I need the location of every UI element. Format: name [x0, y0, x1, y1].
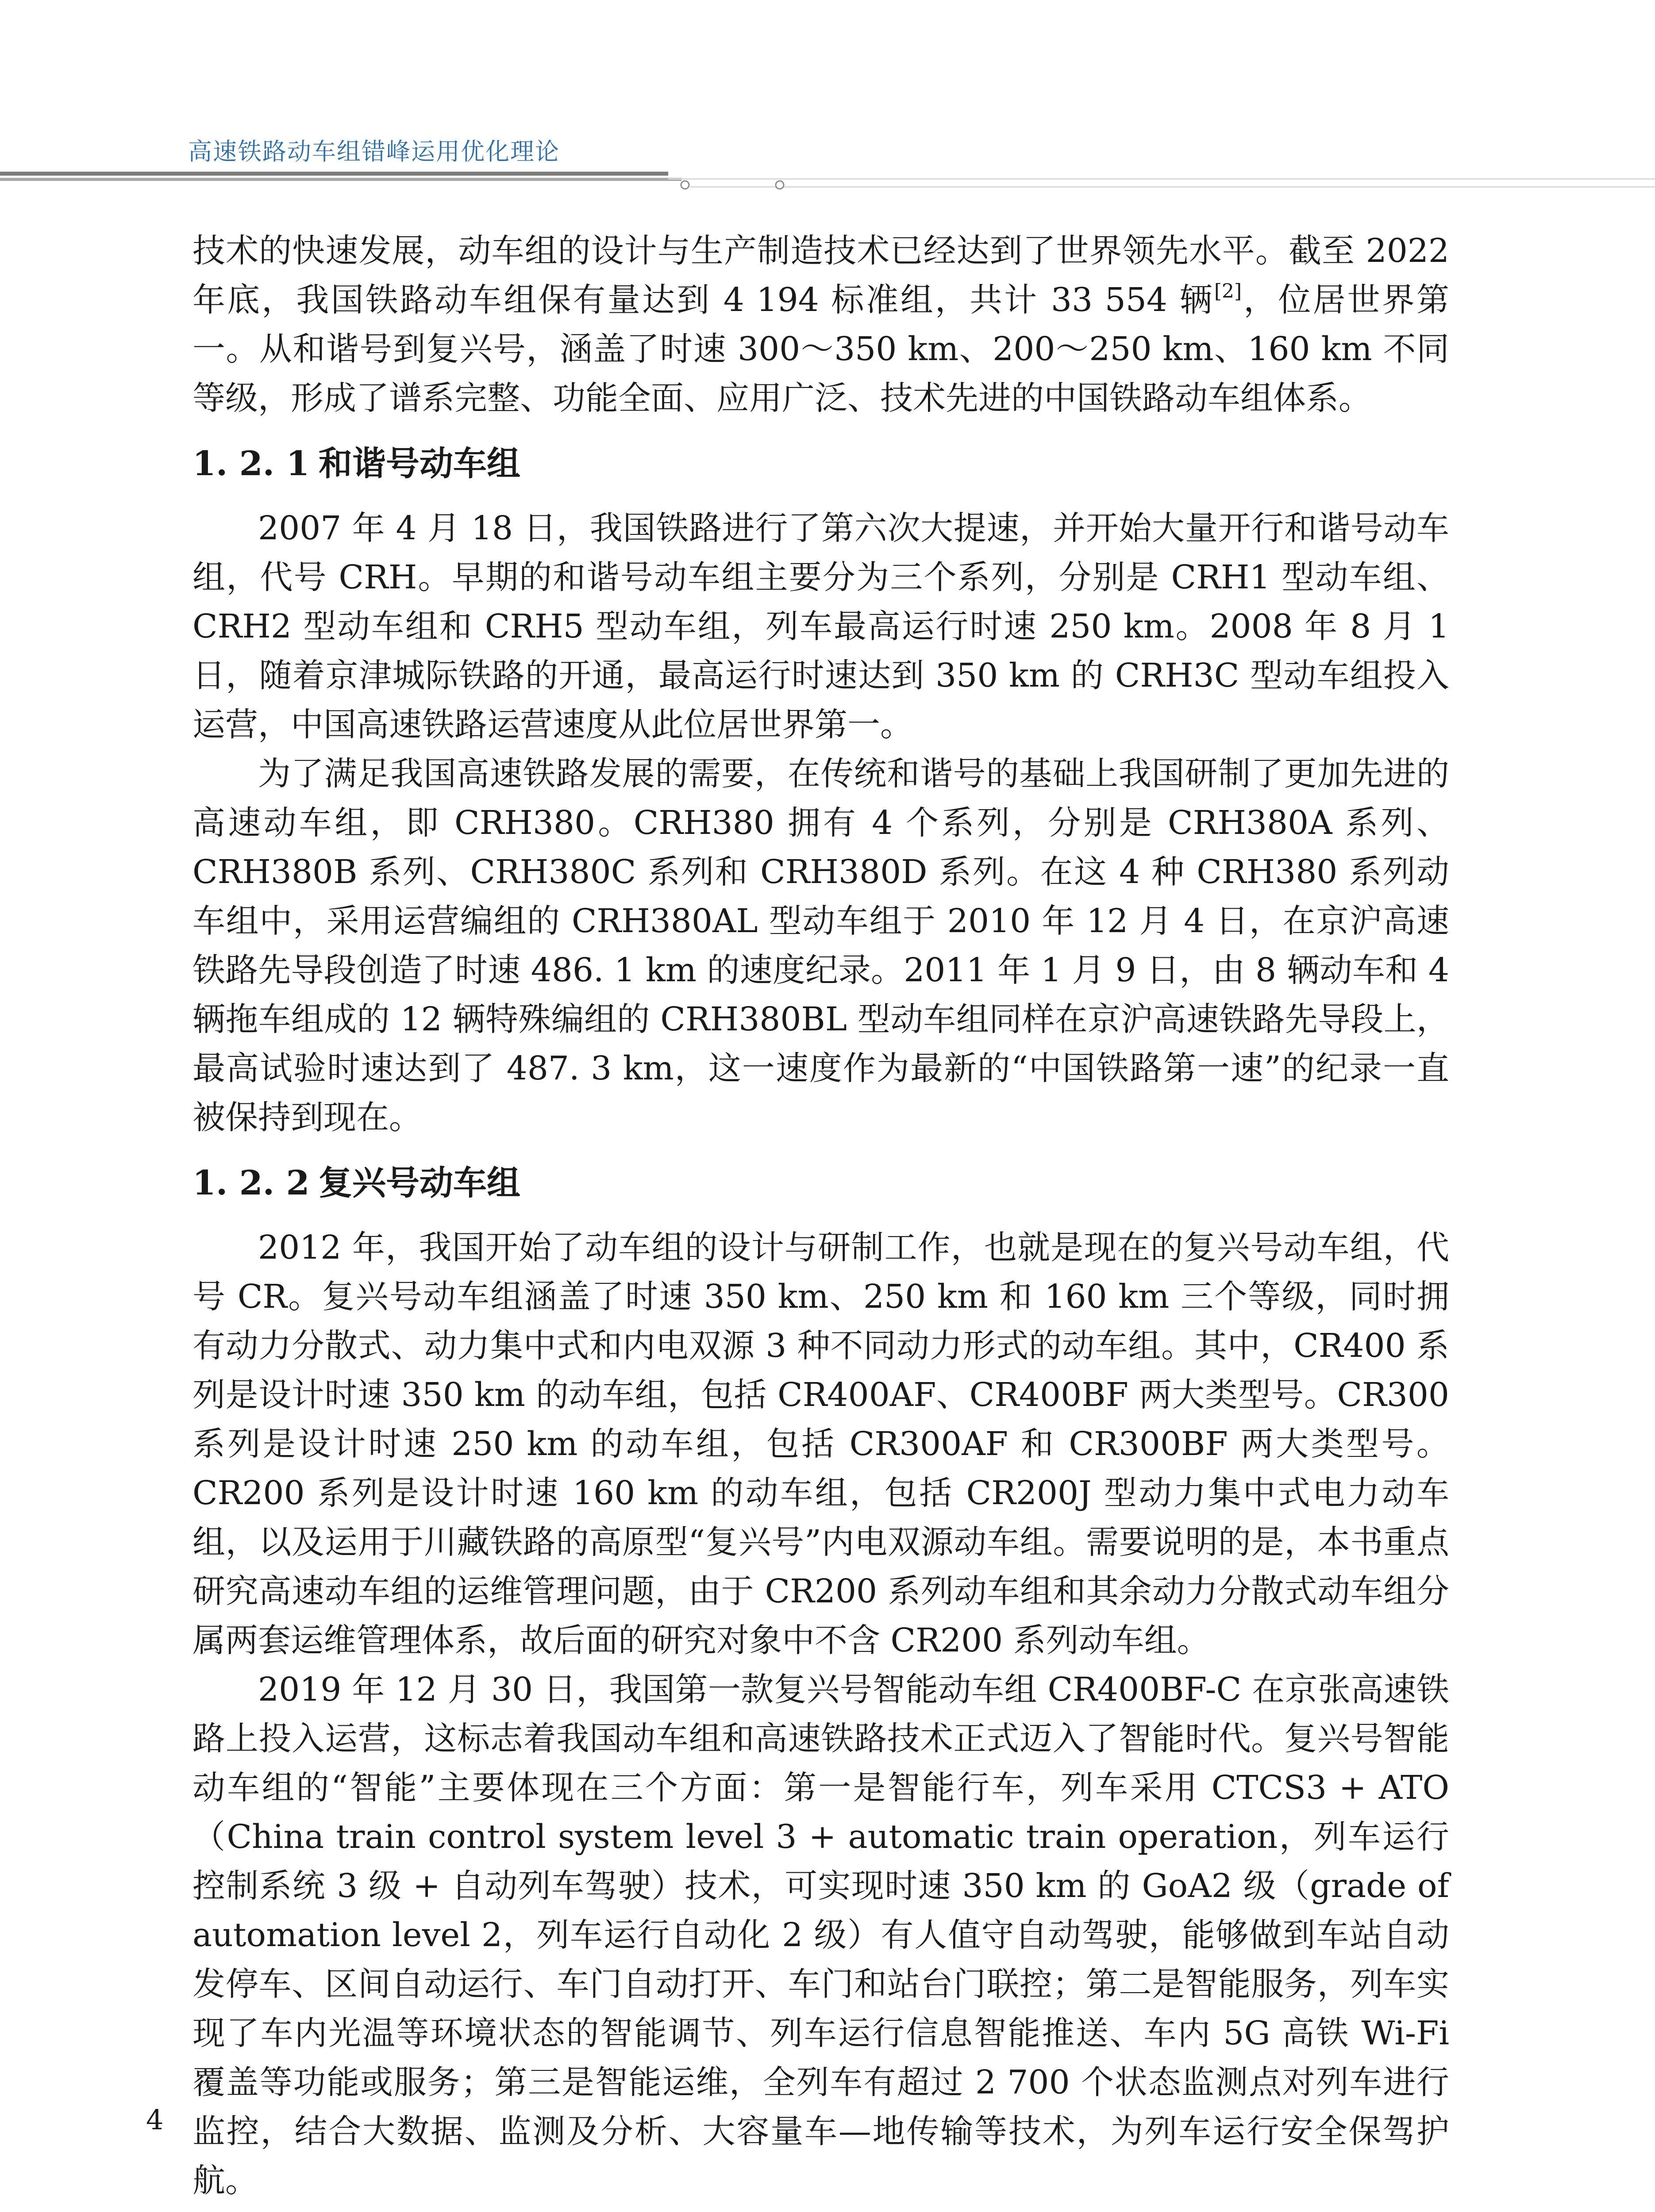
- paragraph: 2019 年 12 月 30 日，我国第一款复兴号智能动车组 CR400BF-C 在京张高速铁路上投入运营，这标志着我国动车组和高速铁路技术正式迈入了智能时代。复兴号智能动车组的“智能”主要体现在三个方面：第一是智能行车，列车采用 CTCS3 + ATO（China train control system level 3 + automatic train operation，列车运行控制系统 3 级 + 自动列车驾驶）技术，可实现时速 350 km 的 GoA2 级（grade of automation level 2，列车运行自动化 2 级）有人值守自动驾驶，能够做到车站自动发停车、区间自动运行、车门自动打开、车门和站台门联控；第二是智能服务，列车实现了车内光温等环境状态的智能调节、列车运行信息智能推送、车内 5G 高铁 Wi-Fi 覆盖等功能或服务；第三是智能运维，全列车有超过 2 700 个状态监测点对列车进行监控，结合大数据、监测及分析、大容量车—地传输等技术，为列车运行安全保驾护航。: [192, 1671, 1449, 2200]
- running-head: 高速铁路动车组错峰运用优化理论: [188, 138, 560, 165]
- rule-line-light: [668, 178, 1655, 180]
- header-rule-bars: [0, 172, 1655, 188]
- page-number: 4: [146, 2104, 164, 2136]
- paragraph: 为了满足我国高速铁路发展的需要，在传统和谐号的基础上我国研制了更加先进的高速动车组，即 CRH380。CRH380 拥有 4 个系列，分别是 CRH380A 系列、CRH380B 系列、CRH380C 系列和 CRH380D 系列。在这 4 种 CRH380 系列动车组中，采用运营编组的 CRH380AL 型动车组于 2010 年 12 月 4 日，在京沪高速铁路先导段创造了时速 486. 1 km 的速度纪录。2011 年 1 月 9 日，由 8 辆动车和 4 辆拖车组成的 12 辆特殊编组的 CRH380BL 型动车组同样在京沪高速铁路先导段上，最高试验时速达到了 487. 3 km，这一速度作为最新的“中国铁路第一速”的纪录一直被保持到现在。: [192, 755, 1449, 1137]
- rule-ornament-left: [681, 181, 689, 189]
- intro-paragraph: [192, 227, 1449, 423]
- section-number: 1. 2. 1: [192, 444, 310, 483]
- paragraph: 2007 年 4 月 18 日，我国铁路进行了第六次大提速，并开始大量开行和谐号动车组，代号 CRH。早期的和谐号动车组主要分为三个系列，分别是 CRH1 型动车组、CRH2 型动车组和 CRH5 型动车组，列车最高运行时速 250 km。2008 年 8 月 1 日，随着京津城际铁路的开通，最高运行时速达到 350 km 的 CRH3C 型动车组投入运营，中国高速铁路运营速度从此位居世界第一。: [192, 509, 1449, 744]
- section-title: 和谐号动车组: [319, 444, 520, 483]
- body-text: [192, 227, 1449, 2205]
- section-heading-1-2-2: [192, 1158, 1449, 1207]
- header-rule: [0, 172, 1655, 191]
- rule-bar-dark: [0, 172, 668, 176]
- section-number: 1. 2. 2: [192, 1163, 310, 1202]
- intro-text-2: ，位居世界第一。从和谐号到复兴号，涵盖了时速 300～350 km、200～250 km、160 km 不同等级，形成了谱系完整、功能全面、应用广泛、技术先进的中国铁路动车组体系。: [192, 281, 1449, 417]
- section-heading-1-2-1: [192, 439, 1449, 488]
- section-title: 复兴号动车组: [319, 1163, 520, 1202]
- intro-text-1: 技术的快速发展，动车组的设计与生产制造技术已经达到了世界领先水平。截至 2022 年底，我国铁路动车组保有量达到 4 194 标准组，共计 33 554 辆: [192, 232, 1449, 319]
- rule-line-lower: [690, 186, 1655, 188]
- rule-ornament-right: [776, 181, 784, 189]
- rule-bar-mid: [0, 178, 681, 181]
- paragraph: 2012 年，我国开始了动车组的设计与研制工作，也就是现在的复兴号动车组，代号 CR。复兴号动车组涵盖了时速 350 km、250 km 和 160 km 三个等级，同时拥有动力分散式、动力集中式和内电双源 3 种不同动力形式的动车组。其中，CR400 系列是设计时速 350 km 的动车组，包括 CR400AF、CR400BF 两大类型号。CR300 系列是设计时速 250 km 的动车组，包括 CR300AF 和 CR300BF 两大类型号。CR200 系列是设计时速 160 km 的动车组，包括 CR200J 型动力集中式电力动车组，以及运用于川藏铁路的高原型“复兴号”内电双源动车组。需要说明的是，本书重点研究高速动车组的运维管理问题，由于 CR200 系列动车组和其余动力分散式动车组分属两套运维管理体系，故后面的研究对象中不含 CR200 系列动车组。: [192, 1229, 1449, 1659]
- citation-ref[interactable]: [2]: [1214, 280, 1242, 303]
